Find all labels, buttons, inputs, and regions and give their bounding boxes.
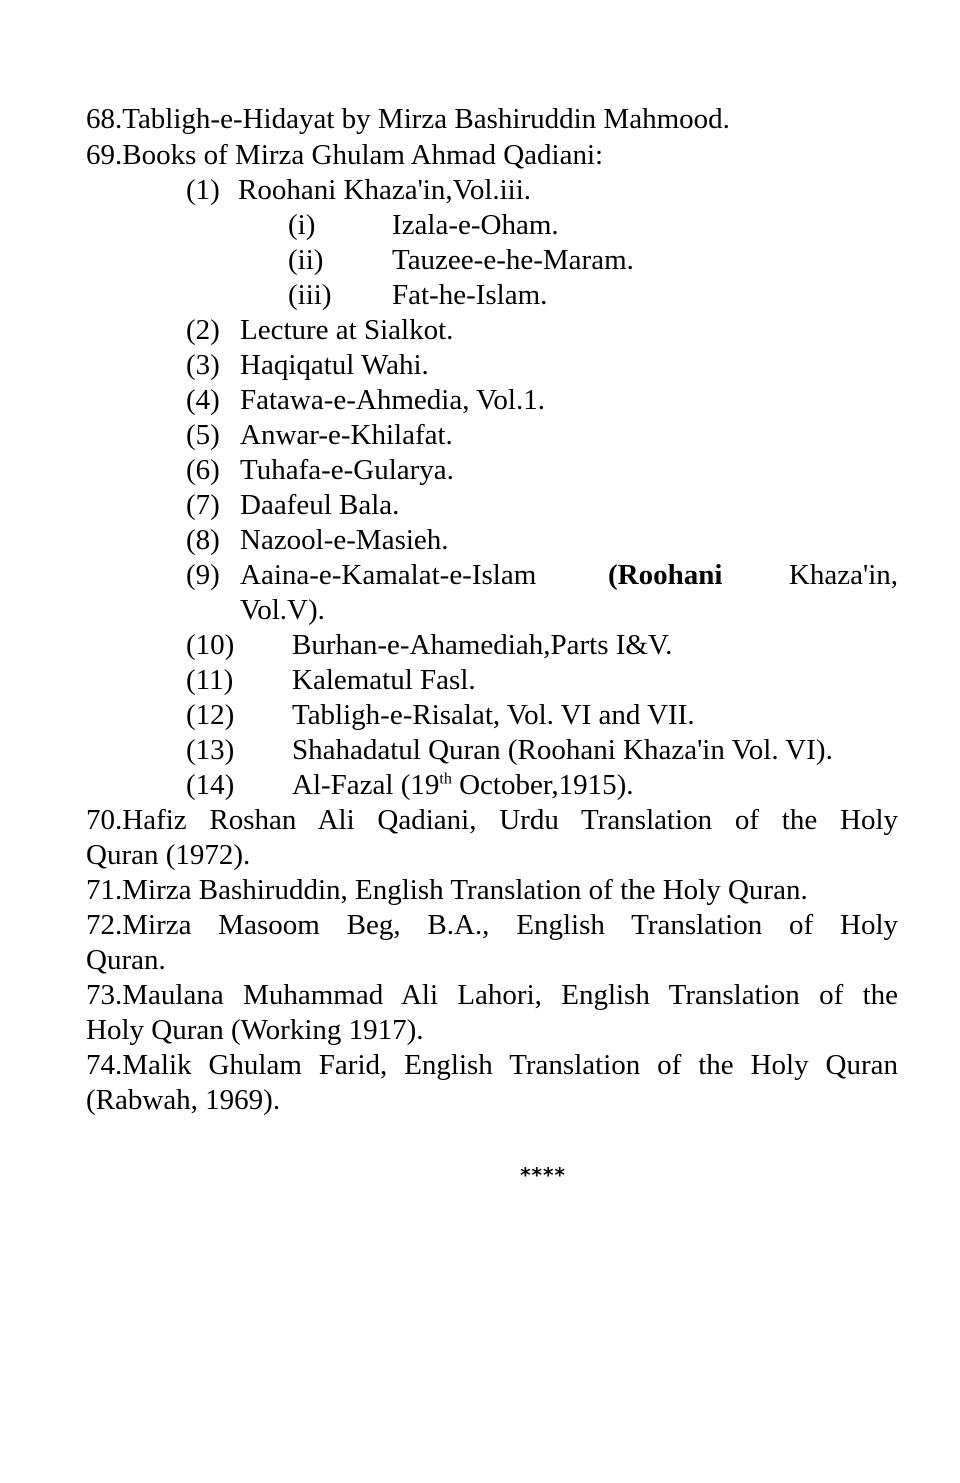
sub-entry-text: Kalematul Fasl. (292, 664, 476, 696)
sub-entry-text: Tuhafa-e-Gularya. (240, 454, 454, 486)
sub-entry-text: Roohani Khaza'in,Vol.iii. (238, 174, 532, 206)
sub-entry-text: Al-Fazal (19 (292, 769, 440, 801)
sub-entry-text: Nazool-e-Masieh. (240, 524, 449, 556)
sub-entry-number: (iii) (288, 279, 332, 311)
sub-entry-number: (i) (288, 209, 316, 241)
sub-entry-6 (186, 453, 454, 488)
sub-entry-number: (8) (186, 524, 220, 556)
sub-entry-number: (12) (186, 699, 235, 731)
sub-entry-number: (6) (186, 454, 220, 486)
sub-entry-text: Fat-he-Islam. (392, 279, 548, 311)
sub-entry-number: (9) (186, 559, 220, 591)
sub-entry-text: Fatawa-e-Ahmedia, Vol.1. (240, 384, 545, 416)
entry-73: 73.Maulana Muhammad Ali Lahori, English Translation of the (86, 979, 898, 1011)
sub-entry-9-continued: Vol.V). (240, 594, 325, 626)
sub-entry-text: Anwar-e-Khilafat. (240, 419, 453, 451)
entry-70-continued: Quran (1972). (86, 839, 251, 871)
sub-entry-8 (186, 523, 449, 558)
sub-sub-entry-ii (288, 243, 634, 278)
sub-sub-entry-iii (288, 278, 547, 313)
sub-entry-number: (10) (186, 629, 235, 661)
sub-entry-5 (186, 418, 453, 453)
sub-entry-number: (4) (186, 384, 220, 416)
sub-entry-12 (186, 698, 695, 733)
sub-entry-number: (13) (186, 734, 235, 766)
entry-70: 70.Hafiz Roshan Ali Qadiani, Urdu Translation of the Holy (86, 804, 898, 836)
sub-entry-number: (14) (186, 769, 235, 801)
sub-entry-text-bold: (Roohani (608, 559, 723, 591)
sub-entry-9 (186, 558, 898, 593)
sub-entry-text: Lecture at Sialkot. (240, 314, 454, 346)
sub-entry-2 (186, 313, 453, 348)
sub-entry-10 (186, 628, 672, 663)
sub-entry-number: (ii) (288, 244, 324, 276)
entry-69: 69.Books of Mirza Ghulam Ahmad Qadiani: (86, 139, 604, 171)
end-mark: **** (520, 1163, 566, 1187)
entry-74: 74.Malik Ghulam Farid, English Translation of the Holy Quran (86, 1049, 898, 1081)
entry-72-continued: Quran. (86, 944, 166, 976)
entry-68: 68.Tabligh-e-Hidayat by Mirza Bashiruddin Mahmood. (86, 103, 730, 135)
sub-sub-entry-i (288, 208, 559, 243)
sub-entry-number: (11) (186, 664, 234, 696)
sub-entry-text: Shahadatul Quran (Roohani Khaza'in Vol. VI). (292, 734, 833, 766)
sub-entry-number: (5) (186, 419, 220, 451)
sub-entry-4 (186, 383, 545, 418)
superscript: th (439, 770, 452, 788)
sub-entry-number: (3) (186, 349, 220, 381)
entry-74-continued: (Rabwah, 1969). (86, 1084, 281, 1116)
sub-entry-text: Haqiqatul Wahi. (240, 349, 429, 381)
sub-entry-number: (1) (186, 174, 220, 206)
sub-entry-1 (186, 173, 531, 208)
sub-entry-text-end: Khaza'in, (788, 559, 898, 591)
entry-72: 72.Mirza Masoom Beg, B.A., English Translation of Holy (86, 909, 898, 941)
sub-entry-text: Aaina-e-Kamalat-e-Islam (240, 559, 537, 591)
sub-entry-text: Daafeul Bala. (240, 489, 400, 521)
sub-entry-text: Burhan-e-Ahamediah,Parts I&V. (292, 629, 673, 661)
sub-entry-number: (2) (186, 314, 220, 346)
sub-entry-13 (186, 733, 833, 768)
sub-entry-text: Izala-e-Oham. (392, 209, 559, 241)
entry-71: 71.Mirza Bashiruddin, English Translation of the Holy Quran. (86, 874, 808, 906)
sub-entry-14 (186, 768, 633, 803)
sub-entry-number: (7) (186, 489, 220, 521)
sub-entry-3 (186, 348, 429, 383)
sub-entry-text: Tauzee-e-he-Maram. (392, 244, 634, 276)
sub-entry-7 (186, 488, 399, 523)
entry-73-continued: Holy Quran (Working 1917). (86, 1014, 424, 1046)
sub-entry-text: Tabligh-e-Risalat, Vol. VI and VII. (292, 699, 695, 731)
sub-entry-text-end: October,1915). (451, 769, 634, 801)
sub-entry-11 (186, 663, 476, 698)
